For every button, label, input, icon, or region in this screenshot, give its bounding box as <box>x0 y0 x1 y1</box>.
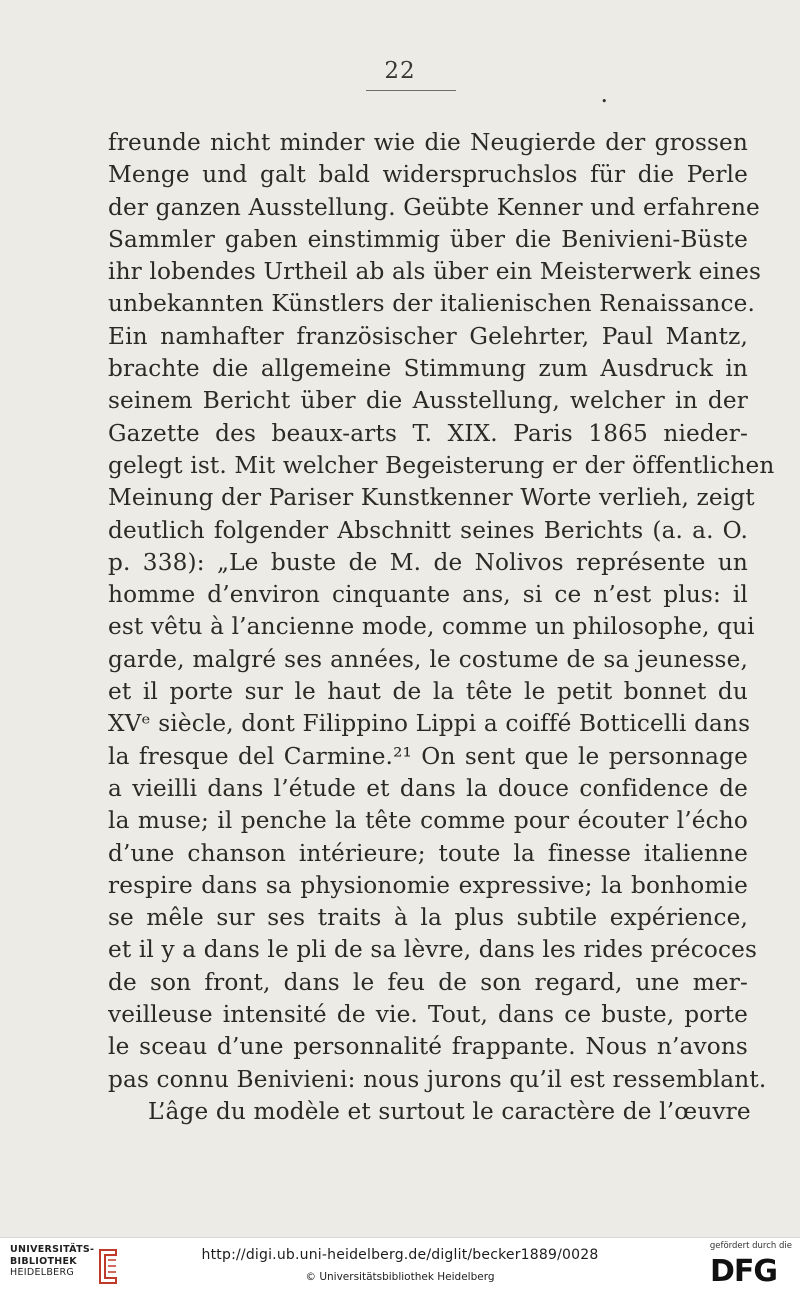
text-line: unbekannten Künstlers der italienischen Renaissance. <box>108 290 756 318</box>
text-line: garde, malgré ses années, le costume de sa jeunesse, <box>108 645 748 673</box>
text-line: Menge und galt bald widerspruchslos für die Perle <box>108 161 748 189</box>
text-line: p. 338): „Le buste de M. de Nolivos représente un <box>108 548 748 576</box>
text-line: Gazette des beaux-arts T. XIX. Paris 1865 nieder- <box>108 419 748 447</box>
text-line: respire dans sa physionomie expressive; la bonhomie <box>108 871 748 899</box>
page-number-rule <box>366 90 456 91</box>
dfg-funding[interactable] <box>706 1241 792 1291</box>
text-line: gelegt ist. Mit welcher Begeisterung er der öffentlichen <box>108 451 775 479</box>
ub-emblem-icon <box>94 1246 120 1286</box>
dfg-logo-icon: DFG <box>710 1254 778 1289</box>
text-line: se mêle sur ses traits à la plus subtile expérience, <box>108 904 748 932</box>
text-line: brachte die allgemeine Stimmung zum Ausdruck in <box>108 355 748 383</box>
text-line: freunde nicht minder wie die Neugierde der grossen <box>108 129 748 156</box>
citation-link[interactable]: http://digi.ub.uni-heidelberg.de/diglit/becker1889/0028 <box>201 1247 599 1263</box>
text-line: ihr lobendes Urtheil ab als über ein Meisterwerk eines <box>108 258 762 286</box>
text-line: Ein namhafter französischer Gelehrter, Paul Mantz, <box>108 322 748 350</box>
text-line: pas connu Benivieni: nous jurons qu’il est ressemblant. <box>108 1065 767 1093</box>
text-line: homme d’environ cinquante ans, si ce n’est plus: il <box>108 581 748 609</box>
text-line: der ganzen Ausstellung. Geübte Kenner und erfahrene <box>108 193 760 221</box>
copyright-notice: © Universitätsbibliothek Heidelberg <box>305 1271 495 1283</box>
text-line: d’une chanson intérieure; toute la finesse italienne <box>108 839 748 867</box>
body-text <box>108 127 775 1128</box>
text-line: a vieilli dans l’étude et dans la douce confidence de <box>108 774 748 802</box>
text-line: et il porte sur le haut de la tête le petit bonnet du <box>108 678 748 706</box>
text-line: la fresque del Carmine.²¹ On sent que le personnage <box>108 742 748 770</box>
text-line: veilleuse intensité de vie. Tout, dans ce buste, porte <box>108 1001 748 1029</box>
text-line: de son front, dans le feu de son regard, une mer- <box>108 968 748 996</box>
institution-line: HEIDELBERG <box>10 1267 75 1278</box>
text-line: est vêtu à l’ancienne mode, comme un philosophe, qui <box>108 613 755 641</box>
text-line: et il y a dans le pli de sa lèvre, dans les rides précoces <box>108 936 758 964</box>
institution-line: BIBLIOTHEK <box>10 1255 77 1267</box>
footer-bar <box>0 1237 800 1292</box>
text-line: Meinung der Pariser Kunstkenner Worte verlieh, zeigt <box>108 484 755 512</box>
text-line: XVᵉ siècle, dont Filippino Lippi a coiffé Botticelli dans <box>108 710 751 738</box>
page-number: 22 <box>384 58 416 84</box>
text-line: le sceau d’une personnalité frappante. Nous n’avons <box>108 1033 748 1061</box>
text-line: L’âge du modèle et surtout le caractère de l’œuvre <box>148 1097 751 1125</box>
institution-name <box>10 1244 94 1279</box>
printer-mark: • <box>601 95 608 108</box>
text-line: Sammler gaben einstimmig über die Benivieni-Büste <box>108 225 748 253</box>
institution-line: UNIVERSITÄTS- <box>10 1244 95 1255</box>
text-line: seinem Bericht über die Ausstellung, welcher in der <box>108 387 748 415</box>
funding-caption: gefördert durch die <box>709 1241 792 1251</box>
text-line: la muse; il penche la tête comme pour écouter l’écho <box>108 807 748 835</box>
ub-heidelberg-logo[interactable] <box>10 1244 160 1288</box>
text-line: deutlich folgender Abschnitt seines Berichts (a. a. O. <box>108 516 748 544</box>
